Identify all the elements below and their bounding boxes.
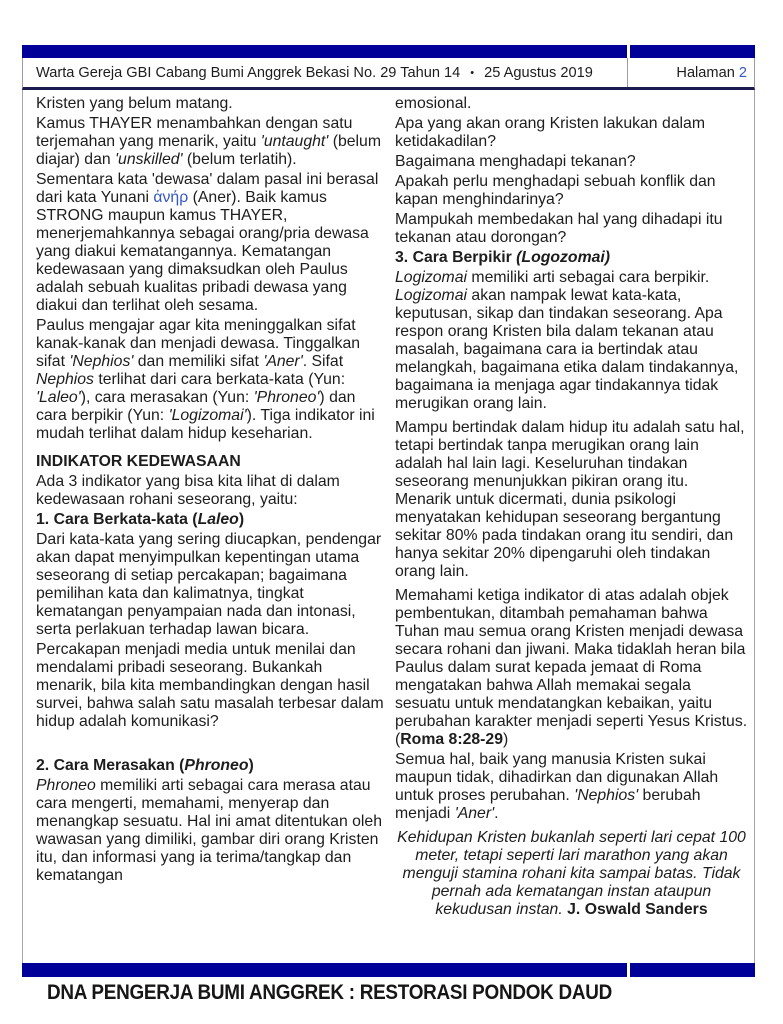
page-label: Halaman <box>676 64 735 81</box>
footer-bar <box>22 963 755 977</box>
paragraph: Logizomai memiliki arti sebagai cara berpikir. Logizomai akan nampak lewat kata-kata, keputusan, sikap dan tindakan seseorang. Apa respon orang Kristen bila dalam tekanan atau masalah, bagaimana cara ia bertindak atau melangkah, bagaimana etika dalam tindakannya, bagaimana ia menjaga agar tindakannya tidak merugikan orang lain. <box>395 269 739 412</box>
paragraph: Memahami ketiga indikator di atas adalah objek pembentukan, ditambah pemahaman bahwa Tuhan mau semua orang Kristen menjadi dewasa secara rohani dan jiwani. Maka tidaklah heran bila Paulus dalam surat kepada jemaat di Roma mengatakan bahwa Allah memakai segala sesuatu untuk mendatangkan kebaikan, yaitu perubahan karakter menjadi seperti Yesus Kristus. (Roma 8:28-29) <box>395 587 748 748</box>
section-heading: 3. Cara Berpikir (Logozomai) <box>395 249 611 266</box>
masthead-bar-right <box>630 45 755 58</box>
paragraph: Semua hal, baik yang manusia Kristen sukai maupun tidak, dihadirkan dan digunakan Allah untuk proses perubahan. 'Nephios' berubah menjadi 'Aner'. <box>395 751 719 822</box>
masthead-date: 25 Agustus 2019 <box>484 64 593 81</box>
paragraph: emosional. <box>395 95 472 112</box>
paragraph: Phroneo memiliki arti sebagai cara merasa atau cara mengerti, memahami, menyerap dan menangkap sesuatu. Hal ini amat ditentukan oleh wawasan yang dimiliki, gambar diri orang Kristen itu, dan informasi yang ia terima/tangkap dan kematangan <box>36 777 382 884</box>
paragraph: Kristen yang belum matang. <box>36 95 233 112</box>
masthead-row <box>22 58 755 90</box>
bullet-separator: • <box>470 66 475 79</box>
footer-title: DNA PENGERJA BUMI ANGGREK : RESTORASI PONDOK DAUD <box>47 981 613 1004</box>
section-heading: 2. Cara Merasakan (Phroneo) <box>36 757 254 774</box>
left-column <box>36 95 386 963</box>
paragraph: Apa yang akan orang Kristen lakukan dalam ketidakadilan? <box>395 115 705 150</box>
masthead-title-cell <box>23 58 628 87</box>
quote-paragraph: Kehidupan Kristen bukanlah seperti lari cepat 100 meter, tetapi seperti lari marathon yang akan menguji stamina rohani kita sampai batas. Tidak pernah ada kematangan instan ataupun kekudusan instan. J. Oswald Sanders <box>397 829 746 918</box>
masthead-top-bar <box>22 45 755 58</box>
paragraph: Dari kata-kata yang sering diucapkan, pendengar akan dapat menyimpulkan kepentingan utama seseorang di setiap percakapan; bagaimana pemilihan kata dan kalimatnya, tingkat kematangan penyampaian nada dan intonasi, serta perlakuan terhadap lawan bicara. <box>36 531 382 638</box>
paragraph: Kamus THAYER menambahkan dengan satu terjemahan yang menarik, yaitu 'untaught' (belum diajar) dan 'unskilled' (belum terlatih). <box>36 115 382 168</box>
paragraph: Mampukah membedakan hal yang dihadapi itu tekanan atau dorongan? <box>395 211 723 246</box>
paragraph: Bagaimana menghadapi tekanan? <box>395 153 636 170</box>
paragraph: Apakah perlu menghadapi sebuah konflik dan kapan menghindarinya? <box>395 173 716 208</box>
page-number-cell <box>628 65 754 81</box>
masthead-bar-left <box>22 45 627 58</box>
paragraph: Percakapan menjadi media untuk menilai dan mendalami pribadi seseorang. Bukankah menarik, bila kita membandingkan dengan hasil survei, bahwa salah satu masalah terbesar dalam hidup adalah komunikasi? <box>36 641 384 730</box>
footer-bar-left <box>22 963 627 977</box>
right-column <box>395 95 748 963</box>
section-heading: INDIKATOR KEDEWASAAN <box>36 453 241 470</box>
masthead-title: Warta Gereja GBI Cabang Bumi Anggrek Bekasi No. 29 Tahun 14 <box>36 64 461 81</box>
page-number: 2 <box>738 64 747 81</box>
footer-bar-right <box>630 963 755 977</box>
paragraph: Ada 3 indikator yang bisa kita lihat di dalam kedewasaan rohani seseorang, yaitu: <box>36 473 340 508</box>
paragraph: Sementara kata 'dewasa' dalam pasal ini berasal dari kata Yunani ἀνήρ (Aner). Baik kamus STRONG maupun kamus THAYER, menerjemahkannya sebagai orang/pria dewasa yang diakui kematangannya. Kematangan kedewasaan yang dimaksudkan oleh Paulus adalah sebuah kualitas pribadi dewasa yang diakui dan terlihat oleh sesama. <box>36 171 379 314</box>
page-frame <box>22 45 755 977</box>
section-heading: 1. Cara Berkata-kata (Laleo) <box>36 511 245 528</box>
paragraph: Paulus mengajar agar kita meninggalkan sifat kanak-kanak dan menjadi dewasa. Tinggalkan sifat 'Nephios' dan memiliki sifat 'Aner'. Sifat Nephios terlihat dari cara berkata-kata (Yun: 'Laleo'), cara merasakan (Yun: 'Phroneo') dan cara berpikir (Yun: 'Logizomai'). Tiga indikator ini mudah terlihat dalam hidup keseharian. <box>36 317 375 442</box>
article-body <box>22 90 755 963</box>
paragraph: Mampu bertindak dalam hidup itu adalah satu hal, tetapi bertindak tanpa merugikan orang lain adalah hal lain lagi. Keseluruhan tindakan seseorang menunjukkan pikiran orang itu. Menarik untuk dicermati, dunia psikologi menyatakan kehidupan seseorang bergantung sekitar 80% pada tindakan orang itu sendiri, dan hanya sekitar 20% dipengaruhi oleh tindakan orang lain. <box>395 419 745 580</box>
